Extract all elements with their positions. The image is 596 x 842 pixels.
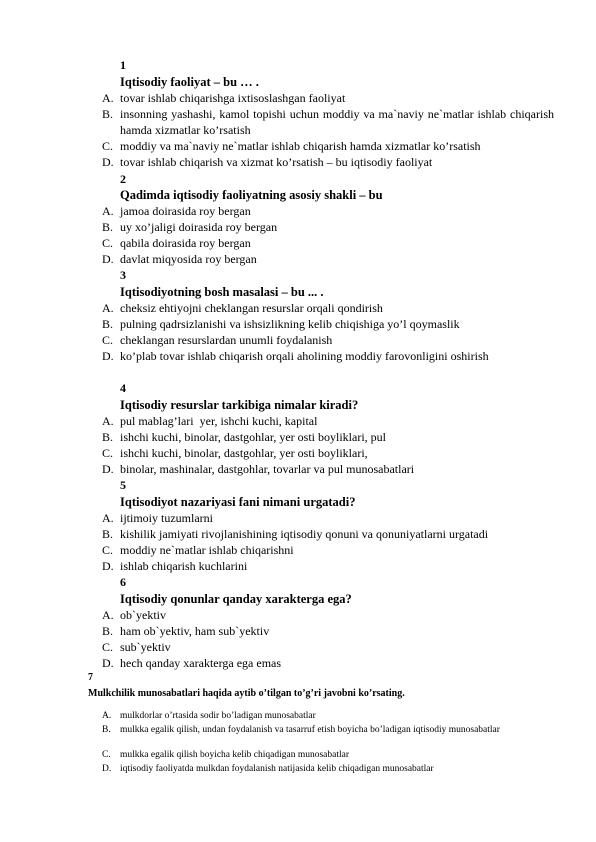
question-number: 5 [120, 478, 126, 492]
option-text: kishilik jamiyati rivojlanishining iqtisodiy qonuni va qonuniyatlarni urgatadi [120, 527, 489, 541]
option-letter: C. [102, 750, 111, 760]
option-text: ham ob`yektiv, ham sub`yektiv [120, 624, 270, 638]
option-letter: C. [102, 236, 114, 250]
option-letter: B. [102, 317, 114, 331]
option-c [102, 333, 554, 349]
option-letter: B. [102, 527, 114, 541]
option-text: moddiy va ma`naviy ne`matlar ishlab chiqarish hamda xizmatlar ko’rsatish [120, 139, 481, 153]
option-letter: C. [102, 333, 114, 347]
option-b [102, 220, 554, 236]
question-title: Iqtisodiyot nazariyasi fani nimani urgatadi? [120, 495, 356, 509]
option-c [102, 640, 554, 656]
option-text: binolar, mashinalar, dastgohlar, tovarlar va pul munosabatlari [120, 462, 415, 476]
option-text: ob`yektiv [120, 608, 166, 622]
question-number: 2 [120, 172, 126, 186]
option-letter: B. [102, 430, 114, 444]
question-number: 4 [120, 381, 126, 395]
option-text: jamoa doirasida roy bergan [120, 204, 251, 218]
option-text: sub`yektiv [120, 640, 171, 654]
option-c [102, 543, 554, 559]
option-d [102, 764, 522, 776]
option-a [102, 608, 554, 624]
option-a [102, 91, 554, 107]
option-letter: D. [102, 155, 114, 169]
option-a [102, 711, 522, 723]
option-text: moddiy ne`matlar ishlab chiqarishni [120, 543, 294, 557]
question-number: 7 [88, 672, 93, 683]
option-letter: D. [102, 252, 114, 266]
option-letter: D. [102, 559, 114, 573]
option-d [102, 462, 554, 478]
option-text: pulning qadrsizlanishi va ishsizlikning kelib chiqishiga yo’l qoymaslik [120, 317, 460, 331]
question-title: Iqtisodiy qonunlar qanday xarakterga ega? [120, 592, 352, 606]
option-letter: C. [102, 543, 114, 557]
option-letter: A. [102, 301, 114, 315]
option-text: uy xo’jaligi doirasida roy bergan [120, 220, 278, 234]
option-text: tovar ishlab chiqarishga ixtisoslashgan faoliyat [120, 91, 346, 105]
option-b [102, 624, 554, 640]
option-letter: B. [102, 725, 111, 735]
option-text: hech qanday xarakterga ega emas [120, 656, 282, 670]
option-letter: C. [102, 139, 114, 153]
option-text: cheksiz ehtiyojni cheklangan resurslar orqali qondirish [120, 301, 383, 315]
option-text: pul mablag’lari yer, ishchi kuchi, kapital [120, 414, 318, 428]
option-a [102, 414, 554, 430]
option-text: ishlab chiqarish kuchlarini [120, 559, 248, 573]
option-letter: D. [102, 764, 112, 774]
option-b [102, 107, 554, 138]
option-letter: D. [102, 462, 114, 476]
option-letter: D. [102, 656, 114, 670]
option-b [102, 430, 554, 446]
option-text: iqtisodiy faoliyatda mulkdan foydalanish natijasida kelib chiqadigan munosabatlar [120, 764, 434, 774]
option-text: cheklangan resurslardan unumli foydalanish [120, 333, 333, 347]
option-letter: C. [102, 446, 114, 460]
option-text: ko’plab tovar ishlab chiqarish orqali aholining moddiy farovonligini oshirish [120, 349, 489, 363]
option-letter: A. [102, 608, 114, 622]
option-c [102, 236, 554, 252]
question-title: Mulkchilik munosabatlari haqida aytib o’tilgan to’g’ri javobni ko’rsating. [88, 688, 405, 699]
option-d [102, 155, 554, 171]
question-title: Iqtisodiyotning bosh masalasi – bu ... . [120, 285, 324, 299]
option-a [102, 301, 554, 317]
option-text: mulkka egalik qilish, undan foydalanish va tasarruf etish boyicha bo’ladigan iqtisodiy munosabatlar [120, 725, 500, 735]
option-letter: A. [102, 511, 114, 525]
option-c [102, 750, 522, 762]
option-a [102, 204, 554, 220]
option-d [102, 252, 554, 268]
option-c [102, 139, 554, 155]
option-d [102, 349, 554, 365]
option-letter: B. [102, 107, 114, 121]
option-text: davlat miqyosida roy bergan [120, 252, 257, 266]
option-text: ishchi kuchi, binolar, dastgohlar, yer osti boyliklari, [120, 446, 368, 460]
option-letter: B. [102, 624, 114, 638]
option-letter: A. [102, 91, 114, 105]
option-letter: A. [102, 414, 114, 428]
option-text: ishchi kuchi, binolar, dastgohlar, yer osti boyliklari, pul [120, 430, 386, 444]
option-b [102, 317, 554, 333]
option-d [102, 656, 554, 672]
question-title: Iqtisodiy faoliyat – bu … . [120, 75, 259, 89]
question-title: Iqtisodiy resurslar tarkibiga nimalar kiradi? [120, 398, 359, 412]
option-letter: A. [102, 711, 112, 721]
option-letter: C. [102, 640, 114, 654]
question-title: Qadimda iqtisodiy faoliyatning asosiy shakli – bu [120, 188, 383, 202]
option-b [102, 527, 554, 543]
option-text: insonning yashashi, kamol topishi uchun moddiy va ma`naviy ne`matlar ishlab chiqarish hamda xizmatlar ko’rsatish [120, 107, 554, 137]
option-text: ijtimoiy tuzumlarni [120, 511, 213, 525]
question-number: 6 [120, 575, 126, 589]
option-d [102, 559, 554, 575]
option-letter: D. [102, 349, 114, 363]
question-number: 1 [120, 58, 126, 72]
option-letter: A. [102, 204, 114, 218]
option-text: tovar ishlab chiqarish va xizmat ko’rsatish – bu iqtisodiy faoliyat [120, 155, 433, 169]
option-letter: B. [102, 220, 114, 234]
option-c [102, 446, 554, 462]
option-text: qabila doirasida roy bergan [120, 236, 251, 250]
question-number: 3 [120, 268, 126, 282]
option-a [102, 511, 554, 527]
option-text: mulkdorlar o’rtasida sodir bo’ladigan munosabatlar [120, 711, 316, 721]
option-text: mulkka egalik qilish boyicha kelib chiqadigan munosabatlar [120, 750, 349, 760]
option-b [102, 725, 522, 737]
